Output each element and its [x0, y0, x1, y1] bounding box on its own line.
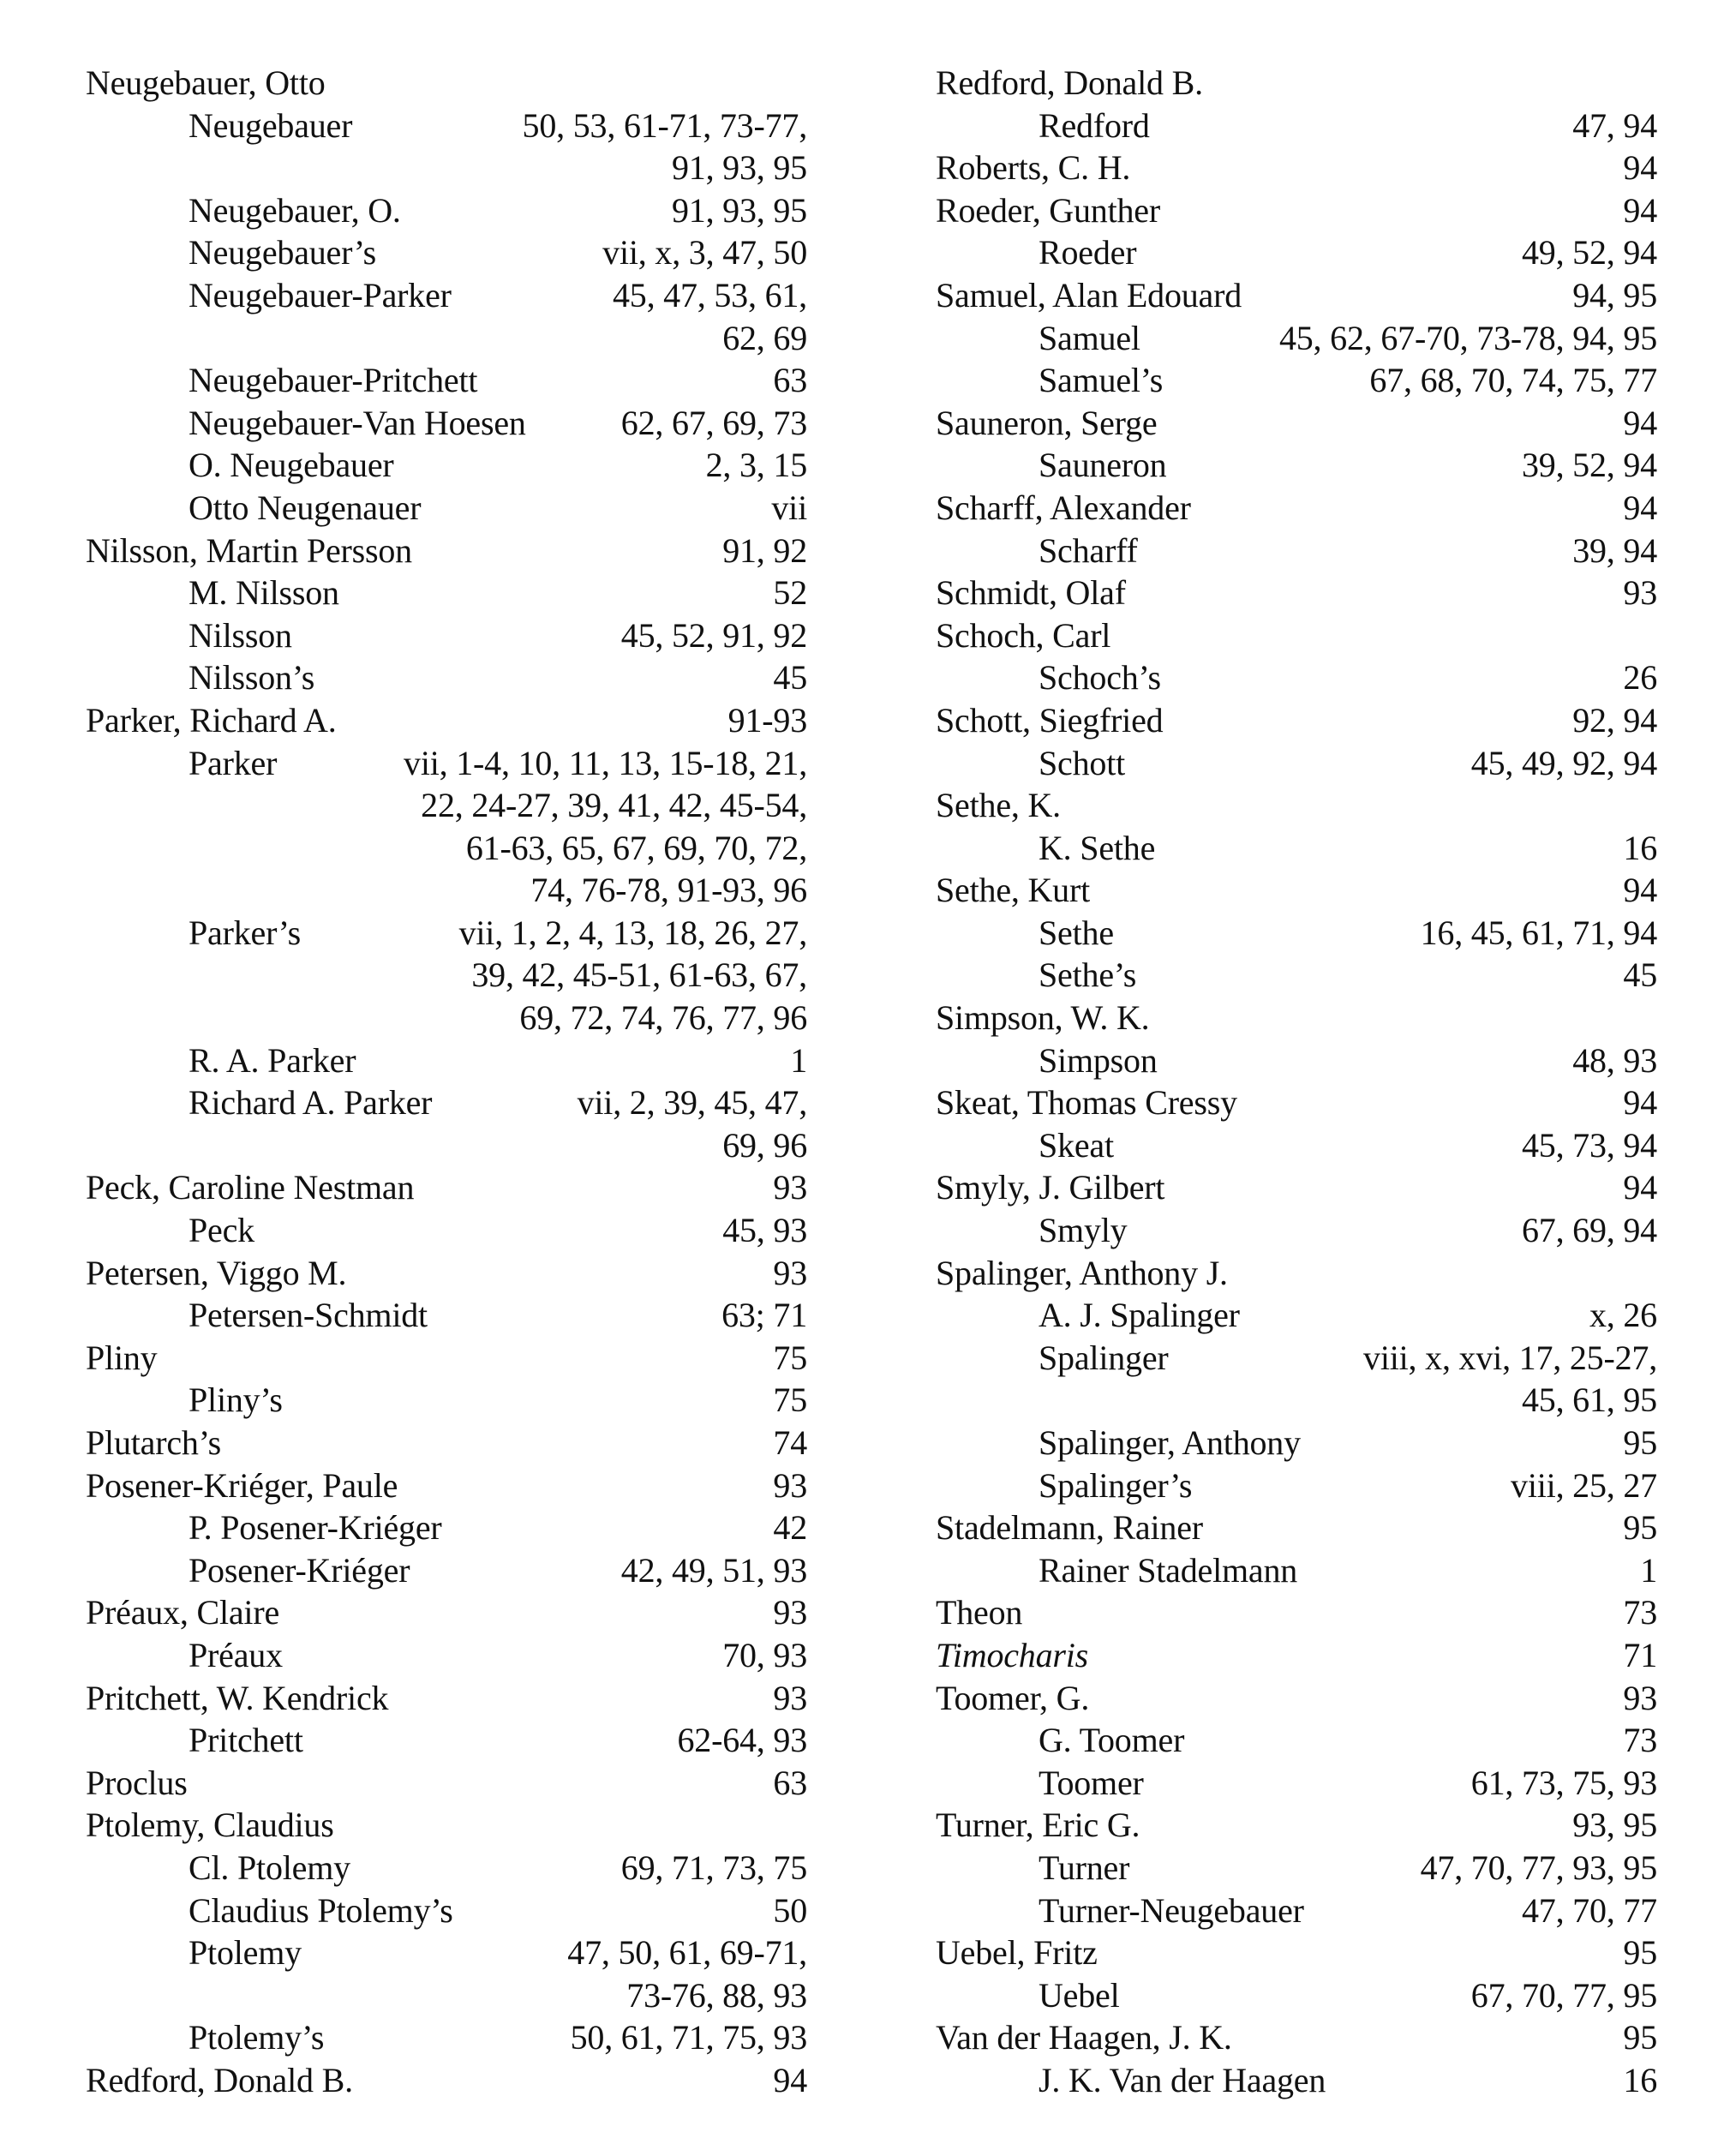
index-term: Van der Haagen, J. K.	[936, 2018, 1232, 2057]
index-term: Spalinger, Anthony	[1039, 1423, 1301, 1462]
index-term: Redford	[1039, 105, 1150, 145]
index-subentry	[86, 105, 807, 147]
index-subentry	[936, 1124, 1657, 1167]
page-references: 52	[773, 573, 807, 613]
index-term: Ptolemy, Claudius	[86, 1806, 334, 1845]
index-term: Schoch, Carl	[936, 615, 1111, 655]
index-subentry	[936, 656, 1657, 699]
index-subentry	[86, 1506, 807, 1549]
page-references: 93	[773, 1465, 807, 1505]
page-references: 62, 67, 69, 73	[620, 403, 807, 442]
index-term: Posener-Kriéger, Paule	[86, 1465, 398, 1505]
index-subentry	[86, 784, 807, 827]
page-references: 93	[773, 1678, 807, 1717]
index-subentry	[86, 742, 807, 785]
index-term: Spalinger’s	[1039, 1465, 1193, 1505]
page-references: 16	[1623, 828, 1657, 867]
index-term: Turner	[1039, 1848, 1130, 1887]
index-subentry	[936, 1209, 1657, 1252]
page-references: x, 26	[1589, 1296, 1657, 1335]
page-references: 16	[1623, 2060, 1657, 2099]
page-references: 45	[1623, 955, 1657, 995]
index-entry	[936, 1506, 1657, 1549]
index-term: Skeat	[1039, 1125, 1114, 1165]
index-term: G. Toomer	[1039, 1721, 1185, 1760]
index-term: O. Neugebauer	[189, 446, 394, 485]
page-references: 94	[1623, 1083, 1657, 1123]
index-subentry	[936, 2059, 1657, 2102]
index-term: A. J. Spalinger	[1039, 1296, 1240, 1335]
index-term: Posener-Kriéger	[189, 1550, 410, 1590]
page-references: 47, 70, 77, 93, 95	[1420, 1848, 1657, 1887]
index-subentry	[86, 1549, 807, 1592]
index-term: Spalinger	[1039, 1338, 1169, 1377]
index-term: Sethe, Kurt	[936, 871, 1090, 910]
index-term: Peck	[189, 1211, 254, 1250]
index-subentry	[86, 1931, 807, 1974]
page-references: 16, 45, 61, 71, 94	[1420, 913, 1657, 952]
index-term: Samuel’s	[1039, 361, 1164, 400]
page-references: 94	[1623, 403, 1657, 442]
page-references: 94	[773, 2060, 807, 2099]
index-entry	[936, 274, 1657, 317]
index-term: Stadelmann, Rainer	[936, 1508, 1203, 1548]
index-entry	[86, 699, 807, 742]
page-references: 67, 68, 70, 74, 75, 77	[1369, 361, 1657, 400]
page-references: 95	[1623, 1508, 1657, 1548]
index-term: K. Sethe	[1039, 828, 1156, 867]
page-references: 63	[773, 1763, 807, 1802]
page-references: viii, x, xvi, 17, 25-27,	[1363, 1338, 1657, 1377]
index-term: Turner-Neugebauer	[1039, 1890, 1304, 1930]
index-term: Simpson	[1039, 1040, 1158, 1080]
index-entry	[86, 1422, 807, 1464]
index-term: Neugebauer-Van Hoesen	[189, 403, 526, 442]
index-term: Pliny’s	[189, 1380, 283, 1420]
index-entry	[86, 1166, 807, 1209]
index-subentry	[86, 1719, 807, 1762]
index-term: Neugebauer-Parker	[189, 275, 452, 314]
page-references: 61-63, 65, 67, 69, 70, 72,	[465, 828, 807, 867]
page-references: 47, 50, 61, 69-71,	[567, 1933, 807, 1973]
index-entry	[936, 1081, 1657, 1124]
index-term: Roeder	[1039, 233, 1137, 272]
page-references: 62, 69	[722, 318, 807, 357]
index-term: Redford, Donald B.	[936, 63, 1203, 102]
index-subentry	[86, 656, 807, 699]
index-subentry	[936, 1974, 1657, 2017]
page-references: 39, 42, 45-51, 61-63, 67,	[471, 955, 807, 995]
index-term: Samuel, Alan Edouard	[936, 275, 1242, 314]
index-subentry	[936, 1337, 1657, 1380]
index-subentry	[86, 827, 807, 870]
page-references: 94	[1623, 148, 1657, 188]
page-references: 91, 93, 95	[671, 148, 807, 188]
index-term: J. K. Van der Haagen	[1039, 2060, 1326, 2099]
page-references: 69, 96	[722, 1125, 807, 1165]
page-references: 67, 70, 77, 95	[1470, 1975, 1657, 2015]
page-references: 45, 49, 92, 94	[1470, 743, 1657, 782]
index-term: Redford, Donald B.	[86, 2060, 353, 2099]
page-references: vii, 1-4, 10, 11, 13, 15-18, 21,	[404, 743, 807, 782]
index-subentry	[86, 444, 807, 487]
index-subentry	[86, 487, 807, 530]
page-references: 93	[773, 1253, 807, 1292]
index-entry	[86, 1677, 807, 1720]
page-references: 62-64, 93	[677, 1721, 807, 1760]
index-term: Sethe, K.	[936, 786, 1061, 825]
index-term: Neugebauer, O.	[189, 190, 401, 230]
page-references: 63; 71	[721, 1296, 807, 1335]
index-term: Simpson, W. K.	[936, 998, 1150, 1038]
index-subentry	[936, 1422, 1657, 1464]
index-subentry	[86, 231, 807, 274]
page-references: 95	[1623, 1933, 1657, 1973]
index-term: Toomer, G.	[936, 1678, 1090, 1717]
page-references: 92, 94	[1572, 700, 1657, 740]
page-references: 26	[1623, 658, 1657, 698]
page-references: 74	[773, 1423, 807, 1462]
index-term: Sethe	[1039, 913, 1114, 952]
index-subentry	[936, 1039, 1657, 1082]
index-term: Schott, Siegfried	[936, 700, 1164, 740]
index-subentry	[936, 742, 1657, 785]
page-references: 93	[773, 1593, 807, 1632]
page-references: 61, 73, 75, 93	[1470, 1763, 1657, 1802]
index-subentry	[86, 189, 807, 232]
index-term: Scharff	[1039, 530, 1138, 570]
page-references: 91-93	[727, 700, 807, 740]
index-term: Parker, Richard A.	[86, 700, 337, 740]
page-references: 94, 95	[1572, 275, 1657, 314]
index-term: P. Posener-Kriéger	[189, 1508, 442, 1548]
page-references: 94	[1623, 1168, 1657, 1207]
page-references: 45	[773, 658, 807, 698]
index-subentry	[86, 1974, 807, 2017]
page-references: 91, 92	[722, 530, 807, 570]
index-subentry	[86, 147, 807, 189]
index-subentry	[936, 1847, 1657, 1889]
index-subentry	[936, 1379, 1657, 1422]
index-term: Ptolemy	[189, 1933, 302, 1973]
page-references: 48, 93	[1572, 1040, 1657, 1080]
index-entry	[86, 530, 807, 572]
index-entry	[936, 1591, 1657, 1634]
index-subentry	[86, 1209, 807, 1252]
index-term: Turner, Eric G.	[936, 1806, 1140, 1845]
index-entry	[936, 784, 1657, 827]
page-references: 47, 70, 77	[1521, 1890, 1657, 1930]
page-references: 63	[773, 361, 807, 400]
page-references: 73	[1623, 1721, 1657, 1760]
index-subentry	[936, 954, 1657, 997]
index-entry	[936, 997, 1657, 1039]
index-term: Sauneron, Serge	[936, 403, 1158, 442]
index-term: Petersen, Viggo M.	[86, 1253, 347, 1292]
page-references: 45, 93	[722, 1211, 807, 1250]
page-references: 73-76, 88, 93	[626, 1975, 807, 2015]
index-term: Neugebauer’s	[189, 233, 376, 272]
index-term: Neugebauer	[189, 105, 353, 145]
index-term: Cl. Ptolemy	[189, 1848, 350, 1887]
index-term: Parker	[189, 743, 278, 782]
index-term: Richard A. Parker	[189, 1083, 433, 1123]
index-subentry	[86, 614, 807, 657]
index-entry	[86, 1464, 807, 1507]
index-entry	[936, 487, 1657, 530]
index-term: Roberts, C. H.	[936, 148, 1131, 188]
page-references: 50	[773, 1890, 807, 1930]
index-term: Rainer Stadelmann	[1039, 1550, 1298, 1590]
index-entry	[936, 1634, 1657, 1677]
index-entry	[936, 869, 1657, 912]
index-subentry	[86, 1379, 807, 1422]
index-term: Pritchett	[189, 1721, 303, 1760]
index-term: Petersen-Schmidt	[189, 1296, 428, 1335]
index-subentry	[86, 954, 807, 997]
index-subentry	[86, 869, 807, 912]
index-column-left	[86, 62, 807, 2102]
index-subentry	[936, 530, 1657, 572]
page-references: 70, 93	[722, 1635, 807, 1674]
index-entry	[936, 147, 1657, 189]
index-term: Spalinger, Anthony J.	[936, 1253, 1228, 1292]
index-subentry	[86, 1847, 807, 1889]
index-subentry	[936, 1549, 1657, 1592]
index-subentry	[86, 1634, 807, 1677]
index-term: Toomer	[1039, 1763, 1144, 1802]
index-entry	[86, 62, 807, 105]
index-entry	[936, 614, 1657, 657]
index-entry	[86, 1337, 807, 1380]
index-subentry	[936, 317, 1657, 360]
index-term: Ptolemy’s	[189, 2018, 325, 2057]
index-subentry	[86, 997, 807, 1039]
index-term: Nilsson	[189, 615, 292, 655]
page-references: 73	[1623, 1593, 1657, 1632]
page-references: 93, 95	[1572, 1806, 1657, 1845]
index-term: Pritchett, W. Kendrick	[86, 1678, 389, 1717]
index-entry	[936, 1252, 1657, 1295]
page-references: 45, 73, 94	[1521, 1125, 1657, 1165]
index-entry	[936, 1166, 1657, 1209]
page-references: 45, 52, 91, 92	[620, 615, 807, 655]
index-term: Roeder, Gunther	[936, 190, 1160, 230]
index-term: Schott	[1039, 743, 1126, 782]
index-entry	[86, 1591, 807, 1634]
page-references: 75	[773, 1338, 807, 1377]
index-entry	[936, 2016, 1657, 2059]
page-references: vii, 2, 39, 45, 47,	[577, 1083, 807, 1123]
page-references: 1	[790, 1040, 807, 1080]
index-entry	[936, 189, 1657, 232]
index-term: Préaux, Claire	[86, 1593, 280, 1632]
index-term: Schoch’s	[1039, 658, 1161, 698]
index-term: Scharff, Alexander	[936, 488, 1191, 527]
index-subentry	[936, 359, 1657, 402]
index-subentry	[936, 1464, 1657, 1507]
index-subentry	[936, 105, 1657, 147]
index-entry	[936, 402, 1657, 445]
index-subentry	[86, 317, 807, 360]
index-term: Proclus	[86, 1763, 188, 1802]
index-subentry	[936, 1762, 1657, 1805]
page-references: 1	[1640, 1550, 1657, 1590]
index-subentry	[86, 1889, 807, 1932]
index-term: Otto Neugenauer	[189, 488, 422, 527]
index-subentry	[86, 359, 807, 402]
index-term: Smyly	[1039, 1211, 1128, 1250]
index-term: Nilsson, Martin Persson	[86, 530, 412, 570]
page-references: vii	[771, 488, 807, 527]
page-references: 2, 3, 15	[705, 446, 807, 485]
index-term: Sethe’s	[1039, 955, 1137, 995]
page-references: viii, 25, 27	[1511, 1465, 1657, 1505]
index-term: Smyly, J. Gilbert	[936, 1168, 1165, 1207]
index-entry	[86, 1804, 807, 1847]
page-references: 39, 94	[1572, 530, 1657, 570]
page-references: 42	[773, 1508, 807, 1548]
page-references: 95	[1623, 2018, 1657, 2057]
index-entry	[86, 1252, 807, 1295]
page-references: 67, 69, 94	[1521, 1211, 1657, 1250]
page-references: 69, 72, 74, 76, 77, 96	[519, 998, 807, 1038]
page-references: vii, x, 3, 47, 50	[602, 233, 807, 272]
index-entry	[936, 1931, 1657, 1974]
page-references: 93	[1623, 1678, 1657, 1717]
index-subentry	[936, 231, 1657, 274]
index-subentry	[86, 572, 807, 614]
page-references: 45, 61, 95	[1521, 1380, 1657, 1420]
page-references: 95	[1623, 1423, 1657, 1462]
index-entry	[936, 62, 1657, 105]
index-subentry	[86, 1294, 807, 1337]
index-entry	[936, 1677, 1657, 1720]
page-references: 93	[773, 1168, 807, 1207]
index-term: Skeat, Thomas Cressy	[936, 1083, 1237, 1123]
index-subentry	[86, 402, 807, 445]
index-term: Nilsson’s	[189, 658, 315, 698]
index-term: Uebel	[1039, 1975, 1120, 2015]
index-subentry	[86, 1039, 807, 1082]
page-references: 47, 94	[1572, 105, 1657, 145]
page-references: 50, 53, 61-71, 73-77,	[522, 105, 807, 145]
page-references: 94	[1623, 488, 1657, 527]
page-references: 42, 49, 51, 93	[620, 1550, 807, 1590]
index-term: Claudius Ptolemy’s	[189, 1890, 453, 1930]
index-term: Neugebauer, Otto	[86, 63, 326, 102]
index-entry	[936, 1804, 1657, 1847]
page-references: 94	[1623, 190, 1657, 230]
index-entry	[86, 1762, 807, 1805]
index-subentry	[86, 274, 807, 317]
index-subentry	[86, 912, 807, 955]
page-references: 69, 71, 73, 75	[620, 1848, 807, 1887]
index-term: Sauneron	[1039, 446, 1167, 485]
page-references: 91, 93, 95	[671, 190, 807, 230]
page-references: 50, 61, 71, 75, 93	[570, 2018, 807, 2057]
index-term: Neugebauer-Pritchett	[189, 361, 478, 400]
index-subentry	[86, 1081, 807, 1124]
index-term: R. A. Parker	[189, 1040, 356, 1080]
index-subentry	[936, 912, 1657, 955]
index-term: Schmidt, Olaf	[936, 573, 1126, 613]
index-term: Préaux	[189, 1635, 283, 1674]
index-entry	[936, 572, 1657, 614]
index-subentry	[86, 1124, 807, 1167]
page-references: 22, 24-27, 39, 41, 42, 45-54,	[421, 786, 807, 825]
index-term: Samuel	[1039, 318, 1140, 357]
page-references: 74, 76-78, 91-93, 96	[530, 871, 807, 910]
index-entry	[936, 699, 1657, 742]
index-term: Timocharis	[936, 1635, 1089, 1674]
index-term: M. Nilsson	[189, 573, 339, 613]
page-references: 71	[1623, 1635, 1657, 1674]
page-references: 39, 52, 94	[1521, 446, 1657, 485]
index-term: Pliny	[86, 1338, 158, 1377]
index-subentry	[86, 2016, 807, 2059]
page-references: 49, 52, 94	[1521, 233, 1657, 272]
page-references: 45, 47, 53, 61,	[612, 275, 807, 314]
index-subentry	[936, 444, 1657, 487]
index-entry	[86, 2059, 807, 2102]
index-subentry	[936, 1719, 1657, 1762]
index-term: Parker’s	[189, 913, 301, 952]
page-references: 94	[1623, 871, 1657, 910]
index-subentry	[936, 827, 1657, 870]
index-term: Uebel, Fritz	[936, 1933, 1098, 1973]
index-term: Peck, Caroline Nestman	[86, 1168, 415, 1207]
index-column-right	[936, 62, 1657, 2102]
page-references: 75	[773, 1380, 807, 1420]
page-references: vii, 1, 2, 4, 13, 18, 26, 27,	[458, 913, 807, 952]
page-references: 93	[1623, 573, 1657, 613]
page-references: 45, 62, 67-70, 73-78, 94, 95	[1278, 318, 1657, 357]
index-subentry	[936, 1889, 1657, 1932]
index-term: Theon	[936, 1593, 1023, 1632]
index-term: Plutarch’s	[86, 1423, 221, 1462]
index-subentry	[936, 1294, 1657, 1337]
